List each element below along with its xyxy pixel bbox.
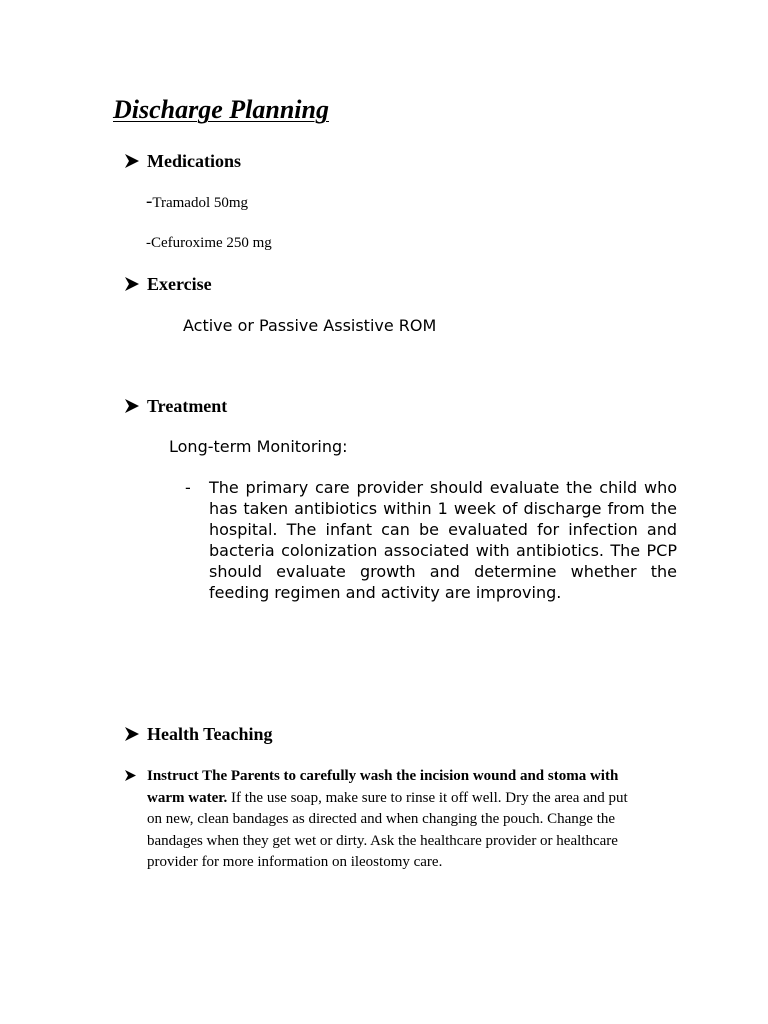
section-heading-medications — [124, 150, 241, 172]
arrowhead-bullet-icon — [124, 398, 140, 414]
exercise-text: Active or Passive Assistive ROM — [183, 316, 437, 335]
section-heading-health-teaching — [124, 723, 273, 745]
page-title: Discharge Planning — [113, 95, 329, 124]
medication-item: -Cefuroxime 250 mg — [146, 235, 272, 251]
arrowhead-bullet-icon — [124, 726, 140, 742]
arrowhead-bullet-icon — [124, 153, 140, 169]
medication-item-dash: - — [146, 191, 153, 212]
section-heading-label: Health Teaching — [147, 724, 273, 744]
medication-item-text: Tramadol 50mg — [152, 195, 249, 211]
arrowhead-bullet-icon — [124, 276, 140, 292]
treatment-paragraph: The primary care provider should evaluate the child who has taken antibiotics within 1 week of discharge from the hospital. The infant can be evaluated for infection and bacteria colonization associated with antibiotics. The PCP should evaluate growth and determine whether the feeding regimen and activity are improving. — [209, 478, 677, 602]
small-arrowhead-bullet-icon — [124, 769, 137, 782]
section-heading-exercise — [124, 273, 212, 295]
list-dash-marker: - — [185, 478, 191, 497]
medication-item — [146, 193, 248, 212]
section-heading-label: Medications — [147, 151, 241, 171]
health-teaching-normal-text: If the use soap, make sure to rinse it off well. Dry the area and put on new, clean bandages as directed and when changing the pouch. Change the bandages when they get wet or dirty. Ask the healthcare provider or healthcare provider for more information on ileostomy care. — [147, 789, 628, 870]
section-heading-label: Treatment — [147, 396, 228, 416]
treatment-subheading: Long-term Monitoring: — [169, 437, 348, 456]
section-heading-label: Exercise — [147, 274, 212, 294]
health-teaching-item — [124, 766, 644, 874]
health-teaching-text — [124, 766, 644, 874]
health-teaching-bold-text: Instruct The Parents to carefully wash the incision wound and stoma with warm water. — [147, 768, 619, 806]
section-heading-treatment — [124, 395, 227, 417]
